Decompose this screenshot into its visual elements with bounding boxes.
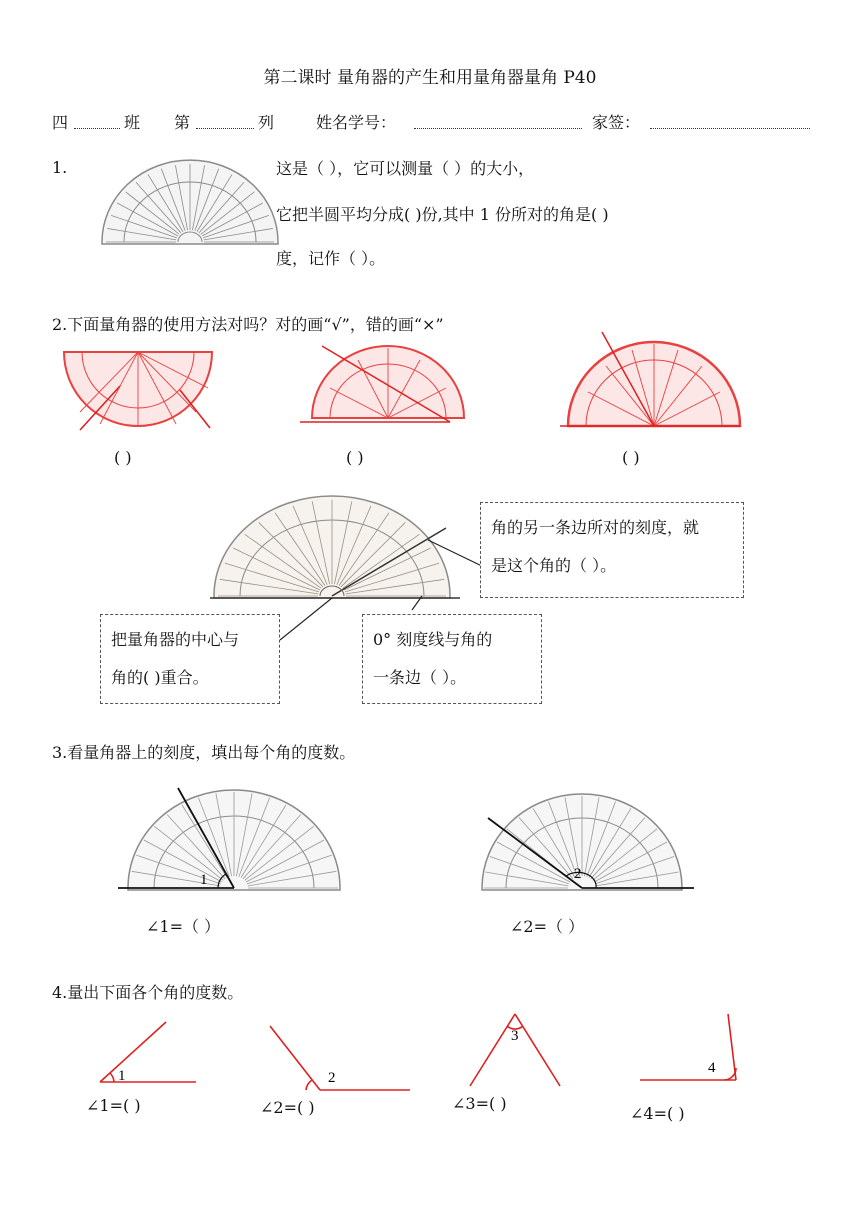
q3-angle2-label: 2 — [574, 866, 582, 882]
callout-left-line2: 角的( )重合。 — [111, 668, 209, 687]
di-label: 第 — [174, 113, 191, 132]
lie-label: 列 — [258, 113, 275, 132]
q3-heading: 3.看量角器上的刻度，填出每个角的度数。 — [52, 743, 356, 762]
sign-label: 家签： — [592, 113, 641, 132]
q1-line3: 度，记作（ ）。 — [276, 249, 386, 268]
q4-answer-2[interactable]: ∠2=( ) — [260, 1098, 315, 1117]
q4-heading: 4.量出下面各个角的度数。 — [52, 983, 244, 1002]
callout-box-right — [480, 502, 744, 598]
callout-right-line2: 是这个角的（ ）。 — [491, 556, 617, 575]
q2-heading: 2.下面量角器的使用方法对吗？对的画“√”，错的画“×” — [52, 315, 444, 334]
q4-answer-3[interactable]: ∠3=( ) — [452, 1094, 507, 1113]
name-label: 姓名学号： — [316, 113, 397, 132]
q4-angle2-label: 2 — [328, 1070, 336, 1086]
callout-left-line1: 把量角器的中心与 — [111, 630, 240, 649]
q1-line2: 它把半圆平均分成( )份,其中 1 份所对的角是( ) — [276, 205, 609, 224]
q1-line1: 这是（ ），它可以测量（ ）的大小， — [276, 159, 535, 178]
q4-angle1-label: 1 — [118, 1068, 126, 1084]
callout-mid-line1: 0° 刻度线与角的 — [373, 630, 493, 649]
q4-answer-1[interactable]: ∠1=( ) — [86, 1096, 141, 1115]
q3-answer-2[interactable]: ∠2=（ ） — [510, 917, 585, 936]
q2-blank-a[interactable]: ( ) — [114, 448, 132, 467]
ban-label: 班 — [124, 113, 141, 132]
q4-angle3-label: 3 — [511, 1028, 519, 1044]
q3-protractor-2 — [474, 788, 704, 894]
q2-blank-c[interactable]: ( ) — [622, 448, 640, 467]
callout-mid-line2: 一条边（ ）。 — [373, 668, 467, 687]
q3-answer-1[interactable]: ∠1=（ ） — [146, 917, 221, 936]
callout-right-line1: 角的另一条边所对的刻度，就 — [491, 518, 700, 537]
callout-box-left — [100, 614, 280, 704]
callout-box-middle — [362, 614, 542, 704]
q3-protractor-1 — [118, 784, 348, 894]
q2-blank-b[interactable]: ( ) — [346, 448, 364, 467]
class-grade: 四 — [52, 113, 69, 132]
page-title: 第二课时 量角器的产生和用量角器量角 P40 — [263, 68, 597, 88]
q4-answer-4[interactable]: ∠4=( ) — [630, 1104, 685, 1123]
q3-angle1-label: 1 — [200, 872, 208, 888]
q1-number: 1. — [52, 158, 68, 177]
q4-angle4-label: 4 — [708, 1060, 716, 1076]
